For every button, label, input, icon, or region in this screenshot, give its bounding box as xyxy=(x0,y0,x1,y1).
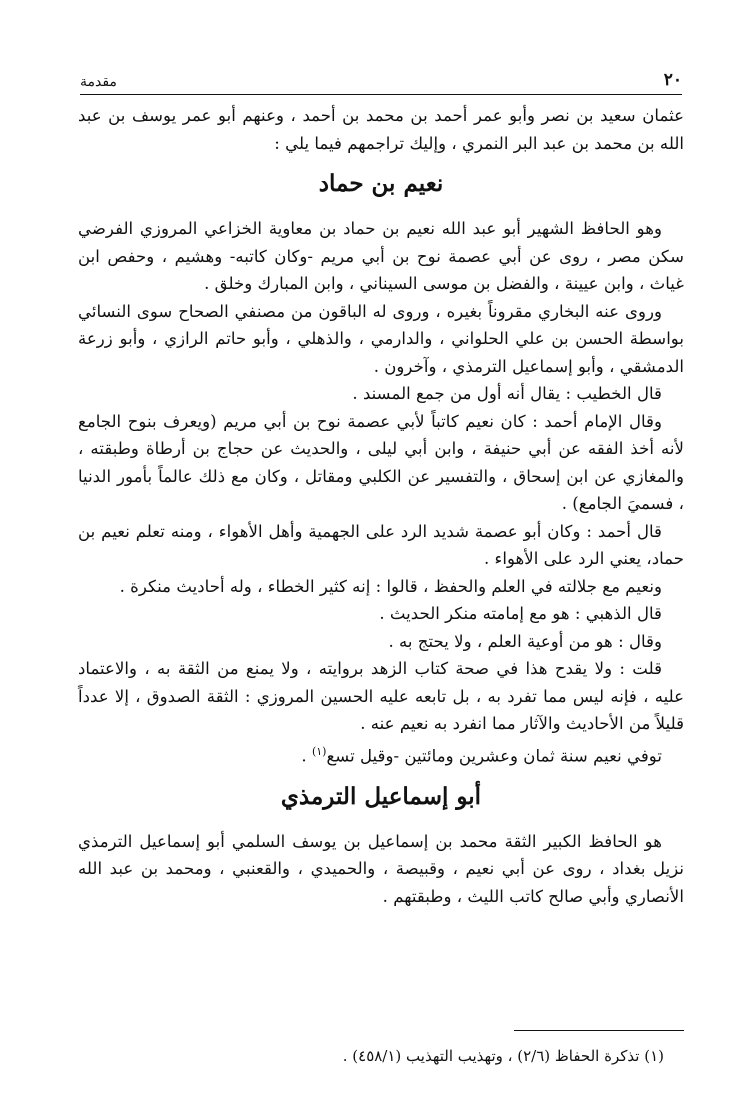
section-heading-tirmidhi: أبو إسماعيل الترمذي xyxy=(280,782,482,810)
paragraph: قال الذهبي : هو مع إمامته منكر الحديث . xyxy=(379,604,662,623)
paragraph: هو الحافظ الكبير الثقة محمد بن إسماعيل بن يوسف السلمي أبو إسماعيل الترمذي نزيل بغداد ، روى عن أبي نعيم ، وقبيصة ، والحميدي ، والقعنبي ، ومحمد بن عبد الله الأنصاري وأبي صالح كاتب الليث ، وطبقتهم . xyxy=(78,831,684,906)
footnote-ref: (١) xyxy=(311,744,327,758)
paragraph: قال أحمد : وكان أبو عصمة شديد الرد على الجهمية وأهل الأهواء ، ومنه تعلم نعيم بن حماد، يعني الرد على الأهواء . xyxy=(78,521,684,568)
paragraph-end: . xyxy=(301,746,312,766)
paragraph: وقال : هو من أوعية العلم ، ولا يحتج به . xyxy=(388,631,662,651)
paragraph: قال الخطيب : يقال أنه أول من جمع المسند . xyxy=(352,384,662,403)
running-title: مقدمة xyxy=(80,74,117,90)
paragraph: ونعيم مع جلالته في العلم والحفظ ، قالوا : إنه كثير الخطاء ، وله أحاديث منكرة . xyxy=(119,576,662,596)
page-body xyxy=(78,102,684,910)
page-number: ٢٠ xyxy=(663,70,682,90)
paragraph: وقال الإمام أحمد : كان نعيم كاتباً لأبي عصمة نوح بن أبي مريم (ويعرف بنوح الجامع لأنه أخذ الفقه عن أبي حنيفة ، وابن أبي ليلى ، والحديث عن حجاج بن أرطاة وطبقته ، والمغازي عن ابن إسحاق ، والتفسير عن الكلبي ومقاتل ، وكان مع ذلك عالماً بأمور الدنيا ، فسميَ الجامع) . xyxy=(78,411,684,513)
paragraph-death-note xyxy=(78,738,684,770)
paragraph-text: توفي نعيم سنة ثمان وعشرين ومائتين -وقيل تسع xyxy=(326,746,662,766)
running-header xyxy=(80,64,682,90)
header-rule xyxy=(80,94,682,95)
paragraph: وروى عنه البخاري مقروناً بغيره ، وروى له الباقون من مصنفي الصحاح سوى النسائي بواسطة الحسن بن علي الحلواني ، والدارمي ، والذهلي ، وأبو حاتم الرازي ، وأبو زرعة الدمشقي ، وأبو إسماعيل الترمذي ، وآخرون . xyxy=(78,301,684,376)
footnote: (١) تذكرة الحفاظ (٢/٦) ، وتهذيب التهذيب (٤٥٨/١) . xyxy=(342,1047,664,1065)
footnote-rule xyxy=(514,1030,684,1031)
paragraph: وهو الحافظ الشهير أبو عبد الله نعيم بن حماد بن معاوية الخزاعي المروزي الفرضي سكن مصر ، روى عن أبي عصمة نوح بن أبي مريم -وكان كاتبه- وهشيم ، وحفص ابن غياث ، وابن عيينة ، والفضل بن موسى السيناني ، وابن المبارك وخلق . xyxy=(78,219,684,293)
paragraph: قلت : ولا يقدح هذا في صحة كتاب الزهد بروايته ، ولا يمنع من الثقة به ، والاعتماد عليه ، فإنه ليس مما تفرد به ، بل تابعه عليه الحسين المروزي : الثقة الصدوق ، إلا عدداً قليلاً من الأحاديث والآثار مما انفرد به نعيم عنه . xyxy=(78,659,684,733)
section-heading-nuaim: نعيم بن حماد xyxy=(318,170,444,197)
intro-paragraph: عثمان سعيد بن نصر وأبو عمر أحمد بن محمد بن أحمد ، وعنهم أبو عمر يوسف بن عبد الله بن محمد بن عبد البر النمري ، وإليك تراجمهم فيما يلي : xyxy=(78,106,684,153)
